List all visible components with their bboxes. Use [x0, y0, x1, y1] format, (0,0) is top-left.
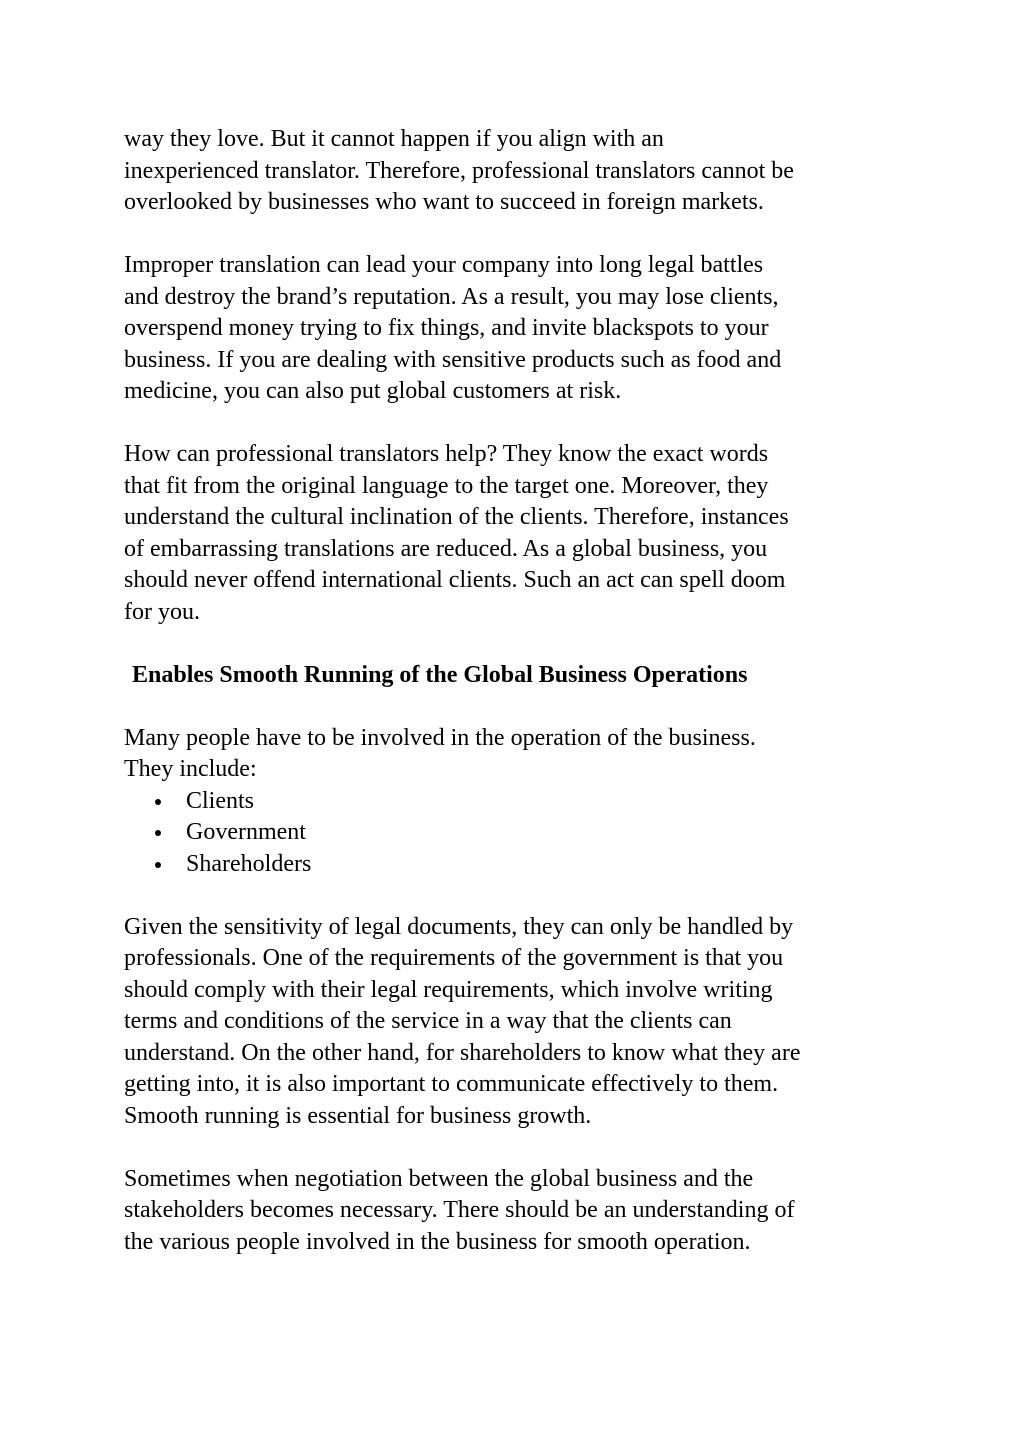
paragraph-legal-documents: Given the sensitivity of legal documents, they can only be handled by professionals. One of the requirements of the government is that you should comply with their legal requirements, which involve writing terms and conditions of the service in a way that the clients can understand. On the other hand, for shareholders to know what they are getting into, it is also important to communicate effectively to them. Smooth running is essential for business growth.: [124, 913, 801, 1129]
paragraph-how-translators-help: How can professional translators help? They know the exact words that fit from the original language to the target one. Moreover, they understand the cultural inclination of the clients. Therefore, instances of embarrassing translations are reduced. As a global business, you should never offend international clients. Such an act can spell doom for you.: [124, 441, 789, 625]
bullet-icon: [155, 830, 161, 836]
document-page: [124, 124, 924, 1290]
list-item-label: Government: [186, 819, 306, 845]
list-intro: Many people have to be involved in the operation of the business. They include:: [124, 724, 756, 782]
paragraph-negotiation: Sometimes when negotiation between the global business and the stakeholders becomes necessary. There should be an understanding of the various people involved in the business for smooth operation.: [124, 1165, 795, 1255]
list-item-label: Clients: [186, 787, 255, 814]
list-item-label: Shareholders: [186, 850, 312, 877]
bullet-list: [124, 786, 924, 881]
section-heading: Enables Smooth Running of the Global Business Operations: [132, 661, 748, 688]
list-item: [124, 849, 924, 881]
paragraph-improper-translation: Improper translation can lead your company into long legal battles and destroy the brand’s reputation. As a result, you may lose clients, overspend money trying to fix things, and invite blackspots to your business. If you are dealing with sensitive products such as food and medicine, you can also put global customers at risk.: [124, 252, 782, 404]
list-item: [124, 786, 924, 818]
list-item: [124, 817, 924, 849]
paragraph-translator-experience: way they love. But it cannot happen if you align with an inexperienced translator. Therefore, professional translators cannot be overlooked by businesses who want to succeed in foreign markets.: [124, 126, 794, 215]
bullet-icon: [155, 799, 161, 805]
bullet-icon: [155, 862, 161, 868]
